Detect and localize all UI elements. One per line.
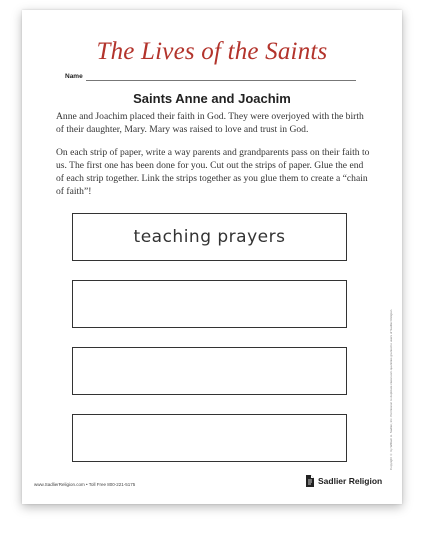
worksheet-page [22,10,402,504]
paper-strip-1 [72,213,347,261]
publisher-logo [305,474,382,488]
sadlier-logo-icon [305,474,315,488]
worksheet-title: The Lives of the Saints [96,38,328,65]
paper-strip-4 [72,414,347,462]
paper-strip-2 [72,280,347,328]
paper-strip-3 [72,347,347,395]
name-line [86,80,356,81]
section-heading: Saints Anne and Joachim [133,91,291,106]
footer-contact: www.SadlierReligion.com • Toll Free 800-221-5175 [34,482,136,487]
name-label: Name [65,73,83,80]
copyright-side-text: Copyright © by William H. Sadlier, Inc. Permission to duplicate classroom quantities granted to users of Sadlier Religion. [389,308,393,470]
strip-text: teaching prayers [133,227,286,247]
publisher-name: Sadlier Religion [318,476,383,486]
instructions-paragraph: On each strip of paper, write a way parents and grandparents pass on their faith to us. The first one has been done for you. Cut out the strips of paper. Glue the end of each strip together. Link the strips together as you glue them to create a “chain of faith”! [56,147,370,197]
intro-paragraph: Anne and Joachim placed their faith in God. They were overjoyed with the birth of their daughter, Mary. Mary was raised to love and trust in God. [56,111,364,135]
